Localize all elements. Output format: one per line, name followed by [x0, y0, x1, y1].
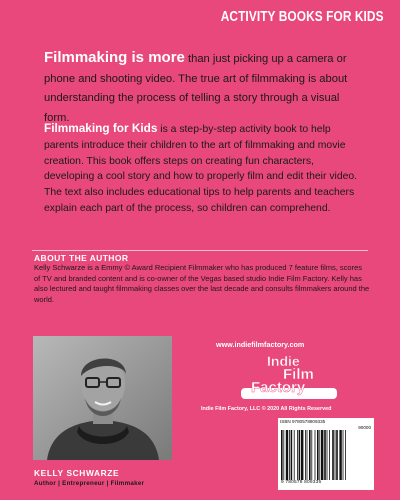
series-title: ACTIVITY BOOKS FOR KIDS — [221, 9, 384, 25]
author-name: KELLY SCHWARZE — [34, 468, 120, 478]
logo-line-1: Indie — [267, 353, 300, 369]
barcode-image — [280, 430, 372, 480]
section-divider — [32, 250, 368, 251]
author-roles: Author | Entrepreneur | Filmmaker — [34, 480, 145, 487]
barcode-box — [278, 418, 374, 490]
description-paragraph — [44, 121, 360, 217]
author-photo — [33, 336, 172, 460]
description-text: is a step-by-step activity book to help parents introduce their children to the art of filmmaking and movie creation. This book offers steps on creating fun characters, developing a cool story and how to properly film and edit their video. The text also includes educational tips to help parents and teachers explain each part of the process, so children can comprehend. — [44, 124, 358, 214]
indie-film-factory-logo — [233, 352, 347, 402]
intro-text: than just picking up a camera or phone and shooting video. The true art of filmmaking is about understanding the process of telling a story through a visual form. — [44, 53, 348, 124]
intro-lead: Filmmaking is more — [44, 49, 185, 66]
price-code: 90000 — [358, 425, 371, 430]
header-bar — [0, 0, 400, 30]
intro-paragraph — [44, 48, 356, 128]
barcode-digits: 9 780578 809335 — [281, 480, 322, 485]
publisher-website: www.indiefilmfactory.com — [216, 340, 305, 349]
logo-line-3: Factory — [251, 379, 306, 396]
logo-line-2: Film — [283, 366, 314, 383]
about-heading: ABOUT THE AUTHOR — [34, 253, 129, 263]
author-portrait-image — [33, 336, 172, 460]
description-lead: Filmmaking for Kids — [44, 121, 158, 135]
isbn-text: ISBN 9780578809335 — [280, 419, 326, 424]
copyright-notice: Indie Film Factory, LLC © 2020 All Rights Reserved — [201, 406, 332, 412]
about-text: Kelly Schwarze is a Emmy © Award Recipient Filmmaker who has produced 7 feature films, scores of TV and branded content and is co-owner of the Vegas based studio Indie Film Factory. Kelly has also lectured and taught filmmaking classes over the last decade and consults filmmakers around the world. — [34, 263, 370, 304]
